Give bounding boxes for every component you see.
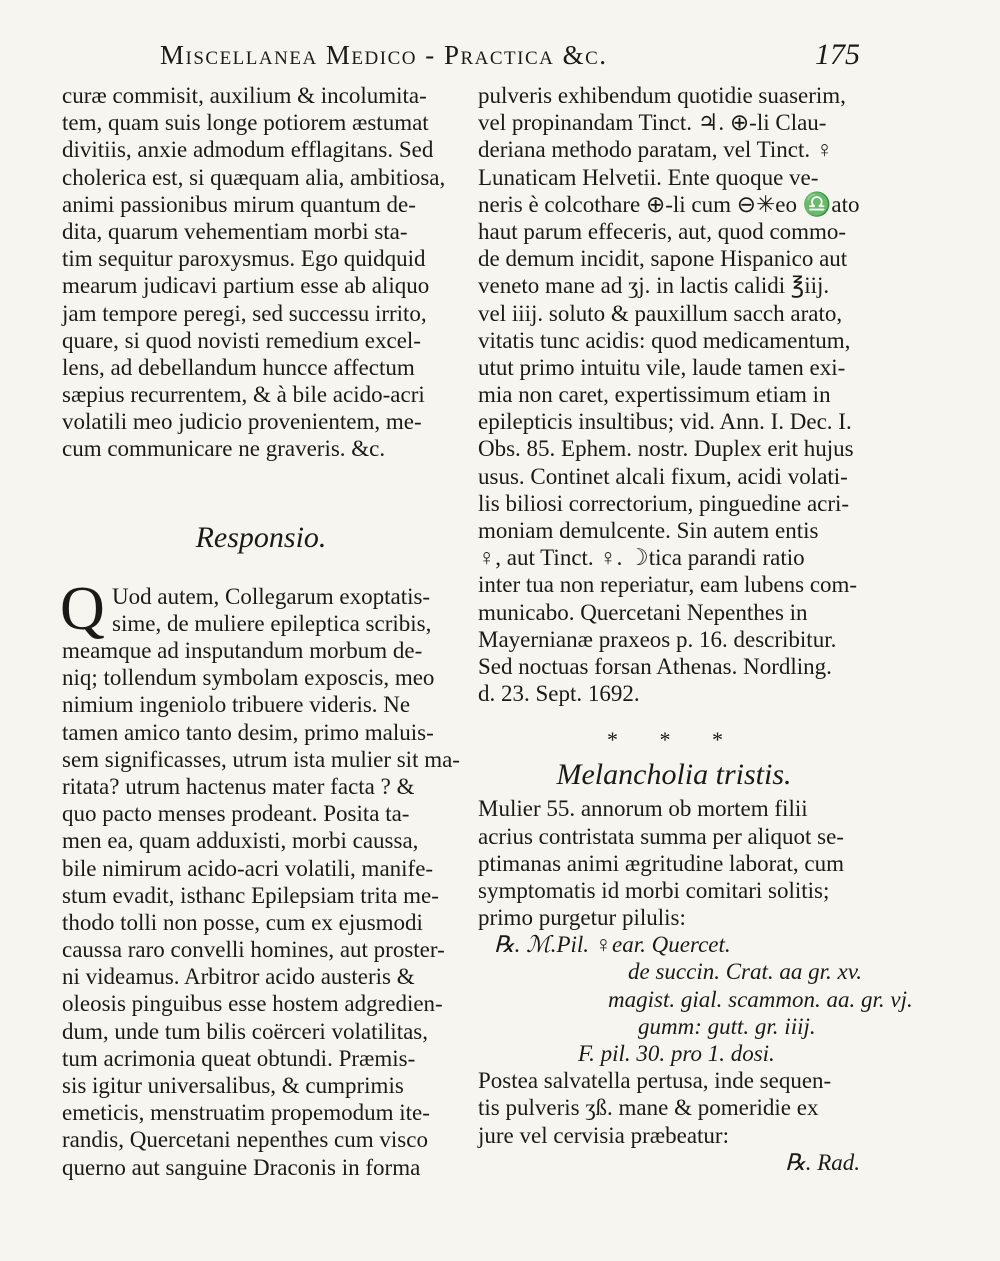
text-line: ♀, aut Tinct. ♀. ☽tica parandi ratio: [478, 545, 805, 571]
text-line: dita, quarum vehementiam morbi sta-: [62, 218, 408, 244]
text-line: cholerica est, si quæquam alia, ambitiosa,: [62, 164, 446, 190]
text-line: deriana methodo paratam, vel Tinct. ♀: [478, 137, 834, 163]
right-column: [478, 82, 913, 1176]
text-line: vel propinandam Tinct. ♃. ⊕-li Clau-: [478, 110, 827, 136]
text-line: Mulier 55. annorum ob mortem filii: [478, 796, 808, 822]
text-line: usus. Continet alcali fixum, acidi volati-: [478, 463, 848, 489]
response-text: [60, 574, 460, 1181]
text-line: querno aut sanguine Draconis in forma: [62, 1154, 421, 1180]
section-heading-melancholia: Melancholia tristis.: [556, 758, 792, 792]
text-line: acrius contristata summa per aliquot se-: [478, 823, 844, 849]
text-line: municabo. Quercetani Nepenthes in: [478, 599, 808, 625]
drop-cap: Q: [60, 574, 105, 643]
text-line: vel iiij. soluto & pauxillum sacch arato,: [478, 300, 843, 326]
text-line: sis igitur universalibus, & cumprimis: [62, 1073, 404, 1098]
text-line: sem significasses, utrum ista mulier sit ma-: [62, 746, 460, 772]
section-divider-stars: * * *: [607, 727, 741, 753]
text-line: Postea salvatella pertusa, inde sequen-: [478, 1068, 832, 1094]
catchword: ℞. Rad.: [785, 1149, 860, 1175]
text-line: tem, quam suis longe potiorem æstumat: [62, 110, 429, 136]
recipe-line: magist. gial. scammon. aa. gr. vj.: [608, 986, 913, 1012]
text-line: Uod autem, Collegarum exoptatis-: [112, 583, 431, 609]
text-line: lis biliosi correctorium, pinguedine acri-: [478, 490, 850, 516]
text-line: inter tua non reperiatur, eam lubens com-: [478, 572, 858, 598]
letter-text: [62, 82, 460, 463]
text-line: meamque ad insputandum morbum de-: [62, 638, 423, 663]
text-line: mia non caret, expertissimum etiam in: [478, 382, 831, 408]
case-description: [478, 795, 870, 931]
text-line: veneto mane ad ʒj. in lactis calidi ℥iij.: [478, 273, 830, 299]
text-line: ritata? utrum hactenus mater facta ? &: [62, 773, 415, 799]
text-line: divitiis, anxie admodum efflagitans. Sed: [62, 137, 434, 163]
text-line: moniam demulcente. Sin autem entis: [478, 518, 819, 543]
text-line: nimium ingeniolo tribuere videris. Ne: [62, 692, 411, 718]
text-line: dum, unde tum bilis coërceri volatilitas,: [62, 1018, 429, 1044]
text-line: Obs. 85. Ephem. nostr. Duplex erit hujus: [478, 436, 854, 462]
text-line: men ea, quam adduxisti, morbi caussa,: [62, 828, 419, 854]
text-line: animi passionibus mirum quantum de-: [62, 191, 416, 217]
text-line: quare, si quod novisti remedium excel-: [62, 327, 421, 353]
text-line: caussa raro convelli homines, aut proster-: [62, 937, 445, 963]
text-line: tum acrimonia queat obtundi. Præmis-: [62, 1045, 416, 1071]
text-line: thodo tolli non posse, cum ex ejusmodi: [62, 909, 423, 935]
text-line: tim sequitur paroxysmus. Ego quidquid: [62, 246, 426, 272]
text-line: bile nimirum acido-acri volatili, manife-: [62, 855, 434, 881]
text-line: symptomatis id morbi comitari solitis;: [478, 877, 830, 903]
section-heading-responsio: Responsio.: [195, 520, 327, 554]
text-line: ni videamus. Arbitror acido austeris &: [62, 964, 415, 990]
text-line: primo purgetur pilulis:: [478, 905, 686, 931]
text-line: niq; tollendum symbolam exposcis, meo: [62, 665, 435, 691]
text-line: tis pulveris ʒß. mane & pomeridie ex: [478, 1095, 819, 1121]
recipe-line: de succin. Crat. aa gr. xv.: [628, 959, 863, 985]
text-line: d. 23. Sept. 1692.: [478, 681, 640, 707]
text-line: neris è colcothare ⊕-li cum ⊖✳eo ♎ato: [478, 191, 860, 217]
text-line: oleosis pinguibus esse hostem adgredien-: [62, 991, 443, 1017]
text-line: emeticis, menstruatim propemodum ite-: [62, 1100, 430, 1126]
response-continued: [478, 82, 870, 707]
text-line: sime, de muliere epileptica scribis,: [112, 610, 432, 636]
text-line: haut parum effeceris, aut, quod commo-: [478, 218, 847, 244]
text-line: tamen amico tanto desim, primo maluis-: [62, 719, 434, 745]
text-line: volatili meo judicio provenientem, me-: [62, 409, 422, 435]
text-line: jam tempore peregi, sed successu irrito,: [62, 300, 427, 326]
text-line: pulveris exhibendum quotidie suaserim,: [478, 83, 846, 108]
text-line: stum evadit, isthanc Epilepsiam trita me-: [62, 882, 439, 908]
text-line: Sed noctuas forsan Athenas. Nordling.: [478, 653, 832, 679]
recipe-line: gumm: gutt. gr. iiij.: [638, 1013, 816, 1039]
text-line: curæ commisit, auxilium & incolumita-: [62, 83, 427, 108]
text-line: randis, Quercetani nepenthes cum visco: [62, 1127, 428, 1153]
text-line: Mayernianæ praxeos p. 16. describitur.: [478, 626, 837, 652]
text-line: epilepticis insultibus; vid. Ann. I. Dec. I.: [478, 409, 852, 435]
recipe-line: ℞. ℳ.Pil. ♀ear. Quercet.: [494, 932, 731, 958]
text-line: quo pacto menses prodeant. Posita ta-: [62, 801, 410, 827]
text-line: Lunaticam Helvetii. Ente quoque ve-: [478, 164, 819, 190]
case-continued: [478, 1067, 870, 1149]
text-line: cum communicare ne graveris. &c.: [62, 436, 386, 462]
recipe-line: F. pil. 30. pro 1. dosi.: [578, 1041, 775, 1066]
text-line: jure vel cervisia præbeatur:: [478, 1122, 729, 1148]
text-line: sæpius recurrentem, & à bile acido-acri: [62, 382, 425, 408]
left-column: [62, 82, 460, 1181]
text-line: lens, ad debellandum huncce affectum: [62, 354, 415, 380]
text-line: vitatis tunc acidis: quod medicamentum,: [478, 327, 851, 353]
running-title: Miscellanea Medico - Practica &c.: [160, 40, 608, 70]
text-line: ptimanas animi ægritudine laborat, cum: [478, 850, 845, 876]
recipe-block: [478, 931, 913, 1067]
text-line: de demum incidit, sapone Hispanico aut: [478, 246, 848, 272]
text-line: utut primo intuitu vile, laude tamen exi-: [478, 354, 846, 380]
page-number: 175: [815, 38, 860, 71]
text-line: mearum judicavi partium esse ab aliquo: [62, 273, 430, 299]
